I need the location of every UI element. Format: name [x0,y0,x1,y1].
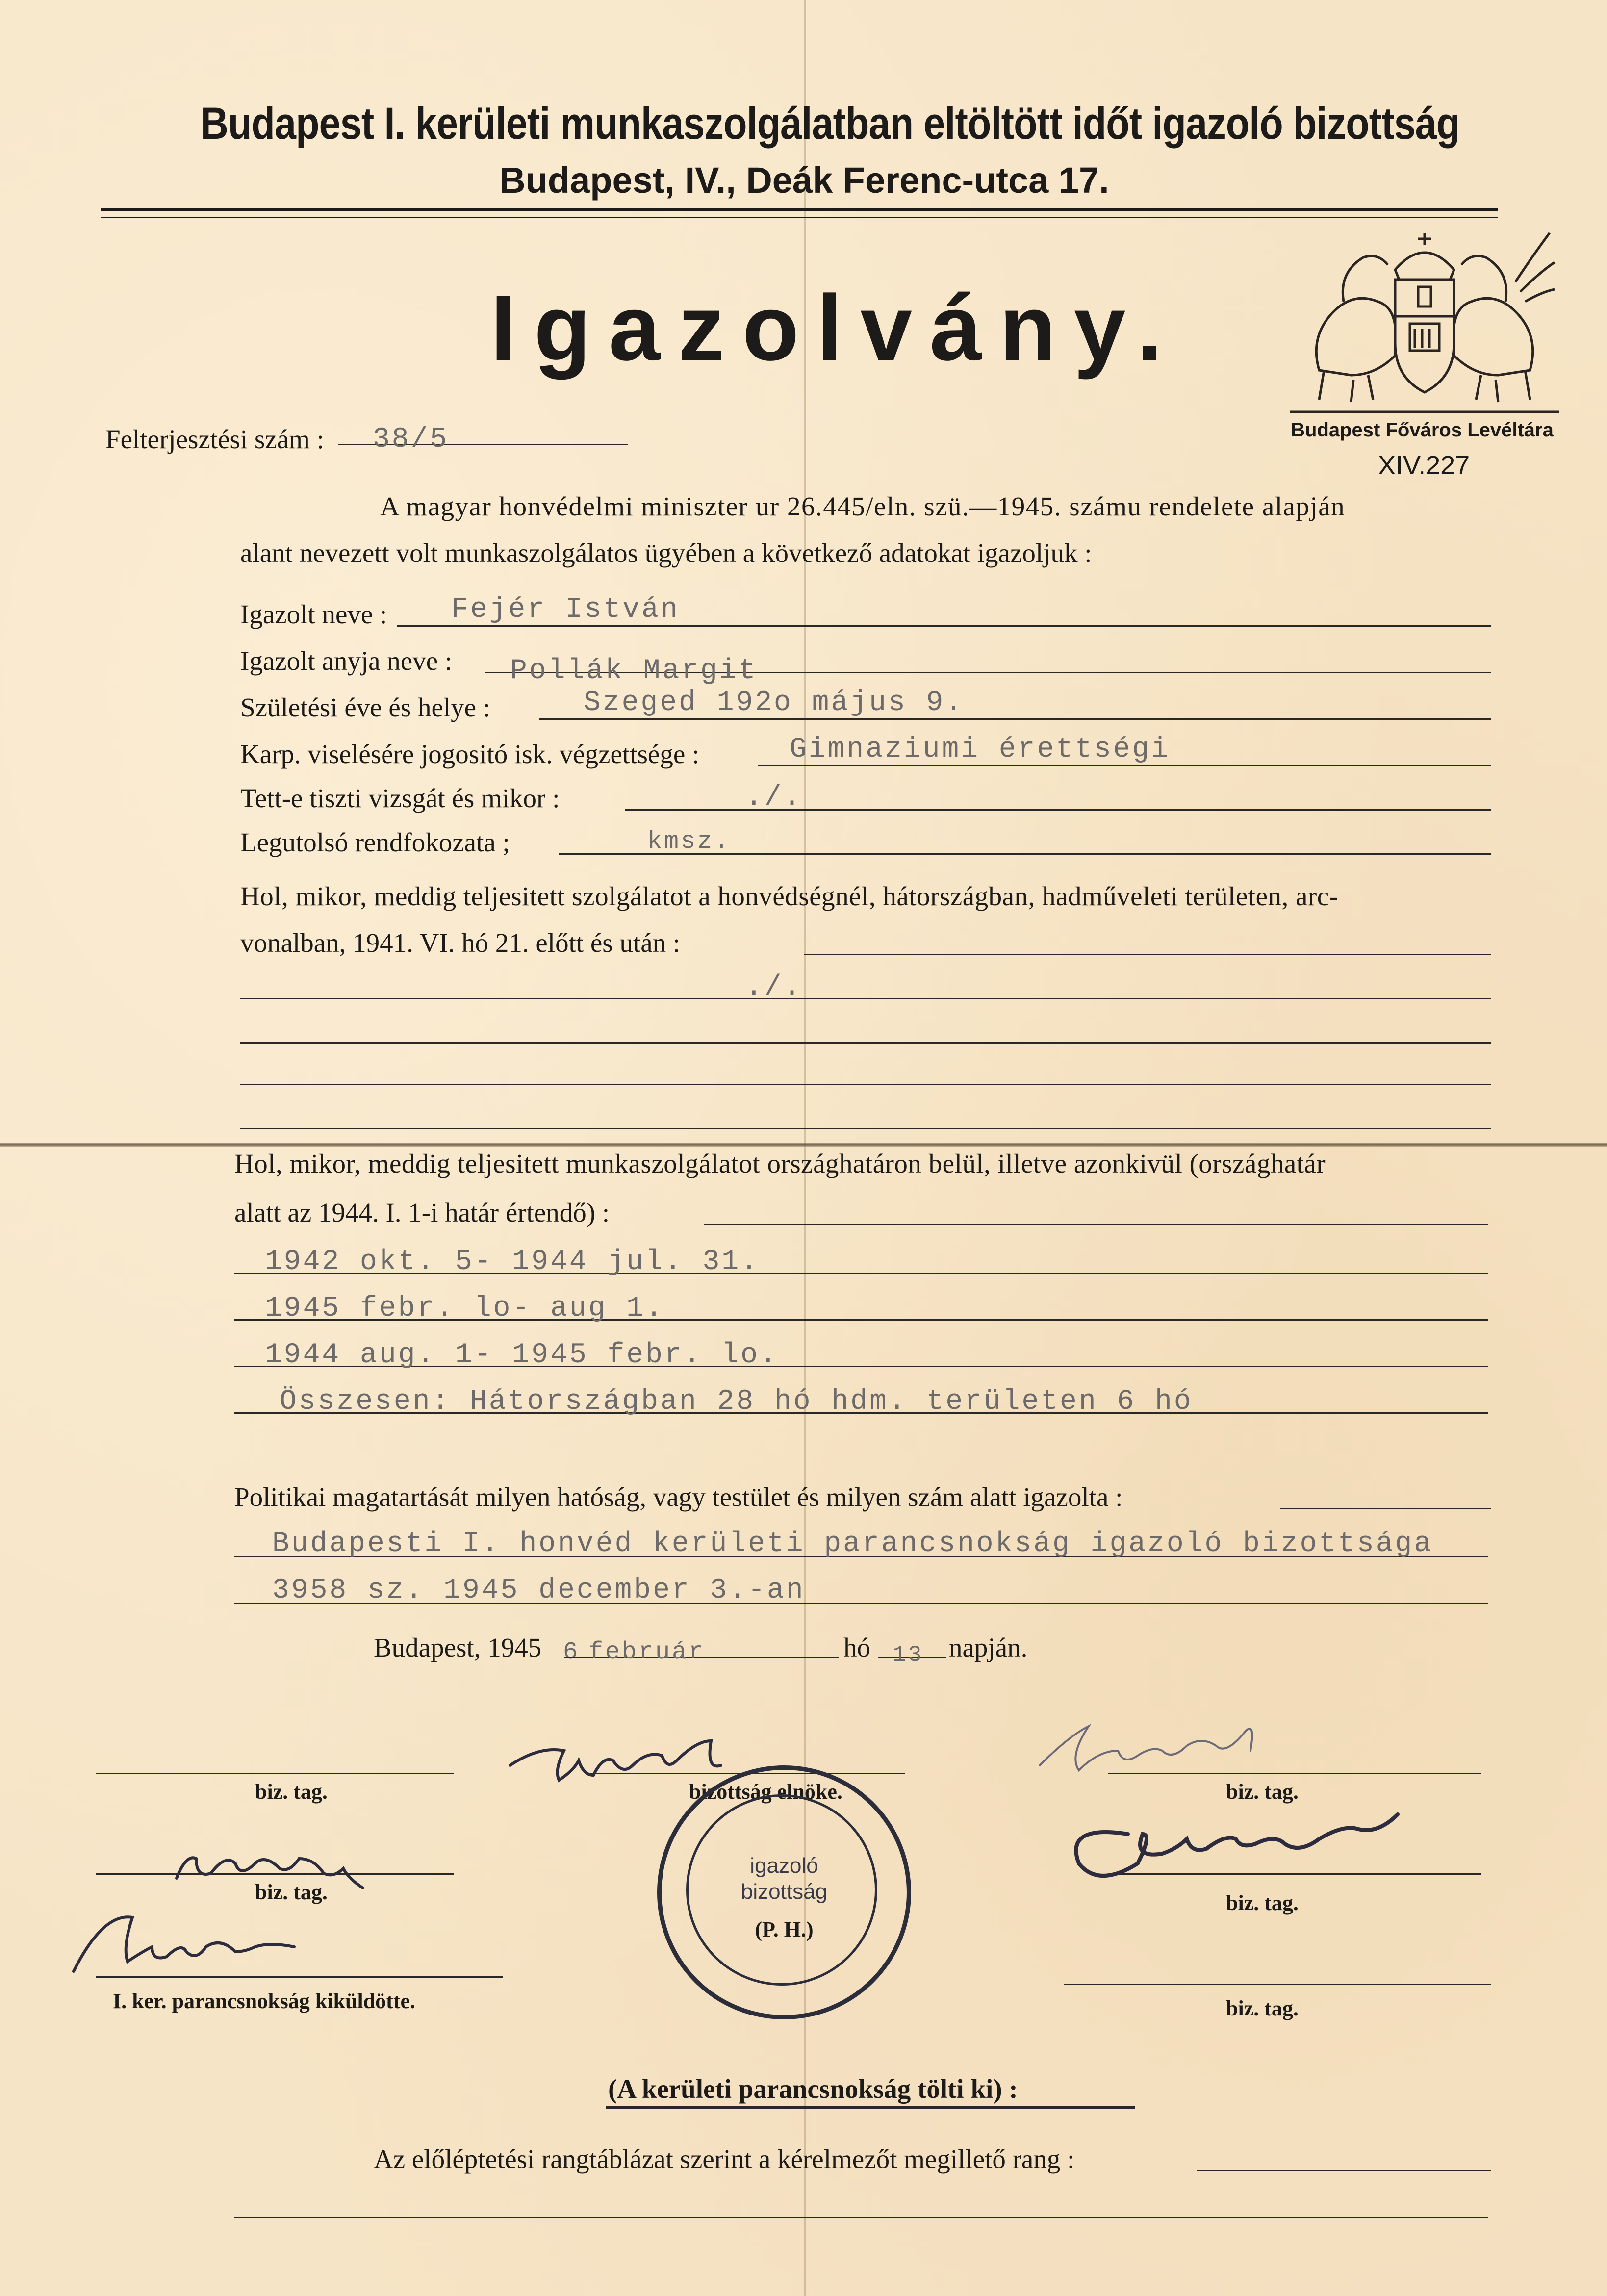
chairman-signature [510,1741,721,1780]
committee-name: Budapest I. kerületi munkaszolgálatban eltöltött időt igazoló bizottság [200,99,1460,149]
field-rank-label: Legutolsó rendfokozata ; [240,827,510,857]
labor-question-1: Hol, mikor, meddig teljesitett munkaszolgálatot országhatáron belül, illetve azonkivül (országhatár [234,1148,1326,1178]
delegate-label: I. ker. parancsnokság kiküldötte. [113,1989,415,2013]
coat-of-arms-icon [1290,223,1559,414]
military-underline-1 [804,954,1491,955]
member-label-left-2: biz. tag. [255,1880,328,1904]
labor-entry-3: 1944 aug. 1- 1945 febr. lo. [265,1339,779,1371]
field-exam-value: ./. [745,782,803,814]
member-label-right-3: biz. tag. [1226,1996,1299,2020]
date-day: 13 [893,1642,924,1668]
intro-line-1: A magyar honvédelmi miniszter ur 26.445/eln. szü.—1945. számu rendelete alapján [380,491,1346,521]
date-ho: hó [843,1633,870,1662]
header-rule-bottom [101,217,1498,218]
footer-heading-underline [606,2106,1135,2109]
member-label-right-1: biz. tag. [1226,1780,1299,1804]
field-name-label: Igazolt neve : [240,599,387,629]
military-question-1: Hol, mikor, meddig teljesitett szolgálatot a honvédségnél, hátországban, hadműveleti területen, arc- [240,881,1339,911]
labor-entry-2: 1945 febr. lo- aug 1. [265,1293,664,1325]
member-label-right-2: biz. tag. [1226,1891,1299,1915]
footer-heading: (A kerületi parancsnokság tölti ki) : [608,2074,1018,2104]
military-underline-5 [240,1128,1491,1129]
date-year-digit: 6 [563,1638,580,1666]
archive-reference: XIV.227 [1378,451,1470,480]
date-prefix: Budapest, 1945 [374,1633,542,1662]
official-stamp [657,1765,911,2019]
field-education-value: Gimnaziumi érettségi [790,734,1171,765]
military-underline-2 [240,998,1491,999]
fold-crease-horizontal [0,1143,1607,1147]
document-title: Igazolvány. [490,276,1180,380]
political-underline-0 [1280,1508,1491,1509]
political-question: Politikai magatartását milyen hatóság, vagy testület és milyen szám alatt igazolta : [234,1482,1123,1512]
date-month: február [588,1638,706,1666]
labor-question-2: alatt az 1944. I. 1-i határ értendő) : [234,1198,610,1227]
committee-address: Budapest, IV., Deák Ferenc-utca 17. [499,160,1109,201]
labor-entry-1: 1942 okt. 5- 1944 jul. 31. [265,1246,760,1278]
field-birth-value: Szeged 192o május 9. [584,687,965,719]
left-signature-2 [74,1917,294,1971]
military-value: ./. [745,971,803,1003]
field-mother-value: Pollák Margit [510,655,758,687]
labor-underline-0 [704,1224,1488,1225]
political-line-2: 3958 sz. 1945 december 3.-an [272,1575,805,1607]
submission-value: 38/5 [373,424,449,456]
political-line-1: Budapesti I. honvéd kerületi parancsnokság igazoló bizottsága [272,1528,1433,1560]
field-birth-label: Születési éve és helye : [240,692,491,722]
chairman-label: bizottság elnöke. [689,1780,842,1804]
footer-line: Az előléptetési rangtáblázat szerint a kérelmezőt megillető rang : [374,2144,1075,2174]
archive-name: Budapest Főváros Levéltára [1291,419,1554,441]
header-rule-top [101,208,1498,211]
field-education-label: Karp. viselésére jogositó isk. végzettsége : [240,739,700,769]
field-mother-label: Igazolt anyja neve : [240,646,453,676]
submission-label: Felterjesztési szám : [105,424,324,454]
right-signature-1 [1040,1726,1252,1770]
footer-underline-2 [234,2217,1488,2218]
date-suffix: napján. [949,1633,1028,1662]
field-rank-value: kmsz. [647,828,731,856]
field-name-value: Fejér István [451,594,680,626]
military-question-2: vonalban, 1941. VI. hó 21. előtt és után : [240,928,681,958]
labor-entry-4: Összesen: Hátországban 28 hó hdm. területen 6 hó [280,1386,1193,1418]
intro-line-2: alant nevezett volt munkaszolgálatos ügyében a következő adatokat igazoljuk : [240,538,1092,568]
stamp-ph: (P. H.) [755,1917,814,1941]
right-signature-2 [1076,1814,1398,1876]
stamp-center-text: igazoló bizottság [740,1854,828,1904]
military-underline-4 [240,1084,1491,1085]
field-exam-label: Tett-e tiszti vizsgát és mikor : [240,783,560,813]
footer-underline-1 [1197,2170,1491,2171]
military-underline-3 [240,1042,1491,1044]
left-signature-1 [177,1858,363,1888]
member-label-left-1: biz. tag. [255,1780,328,1804]
